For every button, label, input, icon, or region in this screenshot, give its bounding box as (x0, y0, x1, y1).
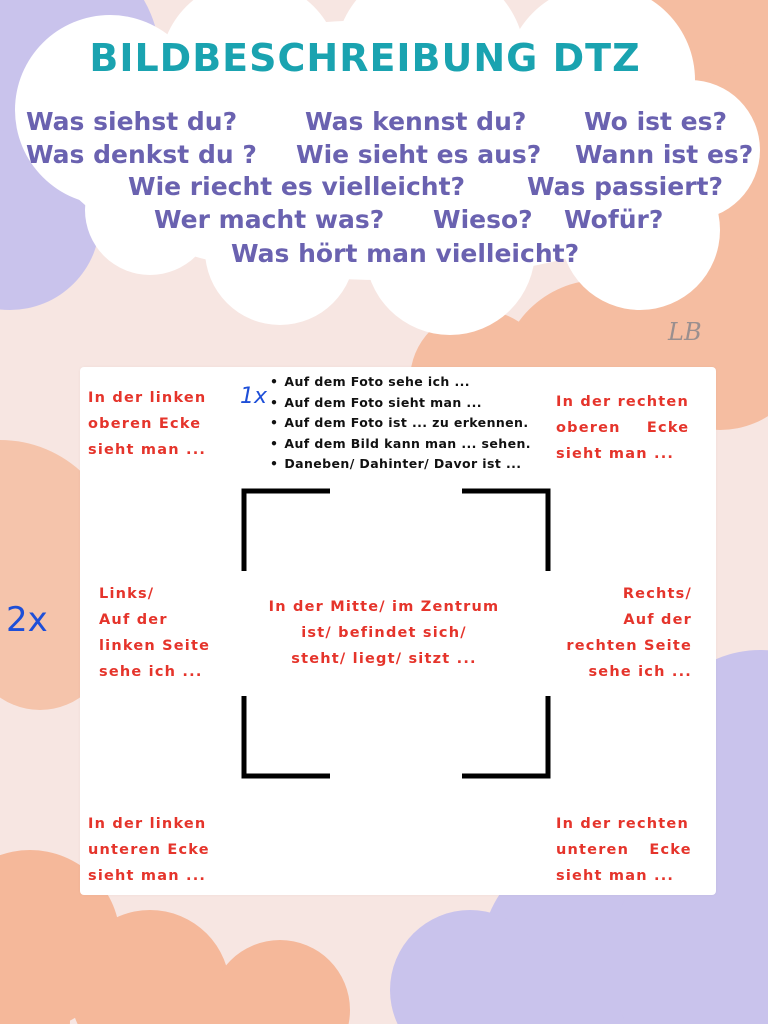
monogram-signature: LB (668, 318, 702, 346)
question: Was siehst du? (26, 107, 238, 136)
phrase-line: sieht man ... (556, 868, 675, 884)
question: Wo ist es? (584, 107, 728, 136)
phrase-line: sehe ich ... (588, 664, 692, 680)
list-item: • Auf dem Foto sieht man ... (270, 393, 531, 414)
phrase-line: Rechts/ (622, 586, 692, 602)
phrase-line: sieht man ... (88, 868, 207, 884)
phrase-line: In der rechten (556, 816, 689, 832)
list-item: • Auf dem Foto sehe ich ... (270, 372, 531, 393)
intro-phrases-list (270, 372, 531, 475)
question: Wie sieht es aus? (296, 140, 542, 169)
phrase-line: Links/ (99, 586, 155, 602)
annotation-twice: 2x (6, 600, 48, 640)
phrase-left (99, 581, 210, 685)
phrase-line: sehe ich ... (99, 664, 203, 680)
phrase-line: sieht man ... (556, 446, 675, 462)
question: Wer macht was? (154, 205, 385, 234)
phrase-line: Auf der (99, 612, 168, 628)
frame-bracket-top-left (240, 487, 332, 573)
phrase-top-left (88, 385, 214, 463)
phrase-top-right (556, 389, 689, 467)
phrase-line: oberen Ecke (556, 420, 690, 436)
frame-bracket-top-right (460, 487, 552, 573)
list-item: • Auf dem Bild kann man ... sehen. (270, 434, 531, 455)
question: Wie riecht es vielleicht? (128, 172, 466, 201)
question: Was hört man vielleicht? (231, 239, 580, 268)
phrase-bottom-right (556, 811, 692, 889)
phrase-line: unteren Ecke (556, 842, 692, 858)
phrase-center (240, 594, 528, 672)
question: Was kennst du? (305, 107, 527, 136)
phrase-line: ist/ befindet sich/ (301, 625, 467, 641)
page-title: BILDBESCHREIBUNG DTZ (89, 36, 641, 80)
frame-bracket-bottom-right (460, 694, 552, 780)
phrase-line: rechten Seite (566, 638, 692, 654)
phrase-line: In der rechten (556, 394, 689, 410)
phrase-line: steht/ liegt/ sitzt ... (291, 651, 477, 667)
phrase-line: In der linken (88, 816, 207, 832)
question: Wieso? (433, 205, 533, 234)
phrase-line: In der linken (88, 390, 207, 406)
question: Was passiert? (527, 172, 723, 201)
frame-bracket-bottom-left (240, 694, 332, 780)
phrase-line: sieht man ... (88, 442, 207, 458)
phrase-line: linken Seite (99, 638, 211, 654)
phrase-bottom-left (88, 811, 214, 889)
list-item: • Auf dem Foto ist ... zu erkennen. (270, 413, 531, 434)
question: Wann ist es? (575, 140, 754, 169)
question: Wofür? (564, 205, 664, 234)
phrase-line: oberen Ecke (88, 416, 202, 432)
phrase-line: In der Mitte/ im Zentrum (268, 599, 500, 615)
phrase-line: unteren Ecke (88, 842, 210, 858)
annotation-once: 1x (240, 384, 268, 409)
phrase-line: Auf der (623, 612, 692, 628)
list-item: • Daneben/ Dahinter/ Davor ist ... (270, 454, 531, 475)
question: Was denkst du ? (26, 140, 257, 169)
phrase-right (556, 581, 692, 685)
